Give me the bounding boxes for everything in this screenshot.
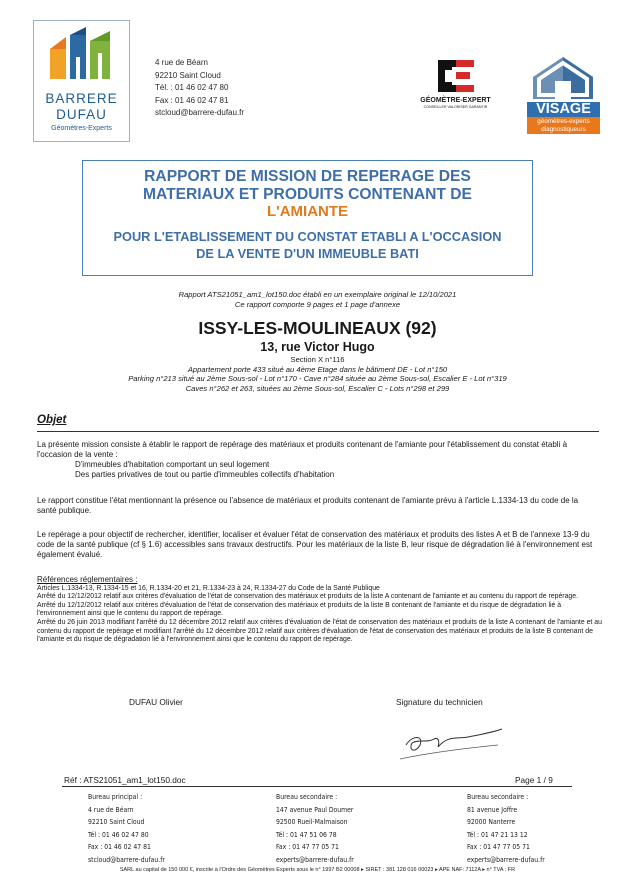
property-line2: Parking n°213 situé au 2ème Sous-sol - Lot n°170 - Cave n°284 située au 2ème Sous-sol, Escalier E - Lot n°319 [128,374,507,383]
office-line: stcloud@barrere-dufau.fr [88,855,165,864]
company-address [155,57,244,120]
office-rueil [276,791,354,867]
property-details [60,355,575,393]
address-line: 4 rue de Béarn [155,58,208,67]
objet-paragraph-3: Le repérage a pour objectif de rechercher, identifier, localiser et évaluer l'état de conservation des matériaux et produits des listes A et B de l'annexe 13-9 du code de la santé publique (cf § 1.6) accessibles sans travaux destructifs. Pour les matériaux de la liste B, leur risque de dégradation lié à l'environnement est également évalué. [37,530,593,559]
reference-line: Articles L.1334-13, R.1334-15 et 16, R.1334-20 et 21, R.1334-23 à 24, R.1334-27 du Code de la Santé Publique [37,584,380,592]
reference-line: Arrêté du 26 juin 2013 modifiant l'arrêté du 12 décembre 2012 relatif aux critères d'évaluation de l'état de conservation des matériaux et produits de la liste A contenant de l'amiante et au contenu du rapport de repérage et modifiant l'arrêté du 12 décembre 2012 relatif aux critères d'évaluation de l'état de conservation des matériaux et produits de la liste B contenant de l'amiante et du risque de dégradation lié à l'environnement ainsi que le contenu du rapport de repérage. [37,618,602,644]
legal-mention: SARL au capital de 150 000 €, inscrite à l'Ordre des Géomètres Experts sous le n° 1997 B2 00008 ▸ SIRET : 381 128 016 00023 ▸ APE NAF: 7112A ▸ n° TVA : FR [119,867,516,873]
title-line3: L'AMIANTE [266,203,349,220]
address-line: Fax : 01 46 02 47 81 [155,95,229,105]
office-line: experts@barrere-dufau.fr [276,855,354,864]
office-line: Fax : 01 46 02 47 81 [88,843,151,852]
visage-logo [527,55,600,134]
footer-page-number: Page 1 / 9 [515,775,553,785]
company-tagline: Géomètres-Experts [51,125,112,132]
office-line: 92210 Saint Cloud [88,818,145,827]
visage-label: VISAGE [527,102,600,117]
office-line: 92500 Rueil-Malmaison [276,818,348,827]
property-line1: Appartement porte 433 situé au 4ème Etage dans le bâtiment DE - Lot n°150 [187,364,448,374]
office-line: Tél : 01 47 51 06 78 [276,830,337,839]
title-line1: RAPPORT DE MISSION DE REPERAGE DES [144,168,471,185]
property-city: ISSY-LES-MOULINEAUX (92) [198,318,437,338]
title-line2: MATERIAUX ET PRODUITS CONTENANT DE [143,185,472,203]
office-line: Fax : 01 47 77 05 71 [467,843,530,852]
reference-line: Arrêté du 12/12/2012 relatif aux critères d'évaluation de l'état de conservation des matériaux et produits de la liste B contenant de l'amiante et du risque de dégradation lié à l'environnement ainsi que le contenu du rapport de repérage. [37,601,562,618]
office-title: Bureau secondaire : [276,793,338,801]
office-line: experts@barrere-dufau.fr [467,855,545,864]
office-title: Bureau principal : [88,793,143,801]
objet-p1: La présente mission consiste à établir le rapport de repérage des matériaux et produits contenant de l'amiante pour l'établissement du constat établi à l'occasion de la vente : [37,440,568,459]
geometre-expert-icon [436,58,476,94]
office-title: Bureau secondaire : [467,793,529,801]
geometre-expert-logo [408,58,503,109]
visage-sub: géomètres-experts diagnostiqueurs [527,117,600,134]
company-name-line2: DUFAU [56,107,107,122]
signature-label: Signature du technicien [396,697,483,707]
visage-house-icon [527,55,600,99]
office-line: Tél : 01 47 21 13 12 [467,830,528,839]
title-line5: DE LA VENTE D'UN IMMEUBLE BATI [196,246,419,261]
property-section: Section X n°116 [290,355,345,364]
report-line1: Rapport ATS21051_am1_lot150.doc établi en un exemplaire original le 12/10/2021 [178,290,457,299]
office-line: Fax : 01 47 77 05 71 [276,843,339,852]
footer-divider [62,786,572,787]
objet-p1-item: D'immeubles d'habitation comportant un seul logement [75,460,270,469]
report-line2: Ce rapport comporte 9 pages et 1 page d'annexe [234,299,401,309]
address-line: 92210 Saint Cloud [155,70,221,80]
company-logo-icon [44,27,118,81]
property-line3: Caves n°262 et 263, situées au 2ème Sous-sol, Escalier C - Lots n°298 et 299 [185,383,450,393]
ge-sub: CONSEILLER VALORISER GARANTIR [423,105,488,109]
reference-line: Arrêté du 12/12/2012 relatif aux critères d'évaluation de l'état de conservation des matériaux et produits de la liste A contenant de l'amiante et au contenu du rapport de repérage. [37,593,578,601]
address-line: Tél. : 01 46 02 47 80 [155,83,229,93]
title-frame [82,160,533,276]
company-name-line1: BARRERE [45,91,118,106]
objet-heading: Objet [37,414,67,426]
office-nanterre [467,791,545,867]
footer-reference: Réf : ATS21051_am1_lot150.doc [64,775,186,785]
property-street: 13, rue Victor Hugo [260,340,375,354]
office-line: Tél : 01 46 02 47 80 [88,830,149,839]
title-line4: POUR L'ETABLISSEMENT DU CONSTAT ETABLI A L'OCCASION [113,229,502,244]
objet-p1-item: Des parties privatives de tout ou partie d'immeubles collectifs d'habitation [75,470,335,479]
office-line: 4 rue de Béarn [88,805,134,814]
office-line: 81 avenue Joffre [467,805,518,814]
objet-paragraph-2: Le rapport constitue l'état mentionnant la présence ou l'absence de matériaux et produits contenant de l'amiante prévu à l'article L.1334-13 du code de la santé publique. [37,496,579,515]
objet-paragraph-1 [37,440,599,480]
signatory-name: DUFAU Olivier [129,697,183,707]
objet-divider [37,431,599,432]
office-line: 92000 Nanterre [467,818,516,827]
company-logo [33,20,130,142]
office-principal [88,791,165,867]
references-heading: Références réglementaires : [37,575,138,584]
signature-scribble [398,725,508,765]
regulatory-references [37,576,602,645]
report-info [0,290,635,309]
ge-label: GÉOMÈTRE-EXPERT [420,97,491,104]
address-line: stcloud@barrere-dufau.fr [155,108,245,118]
office-line: 147 avenue Paul Doumer [276,805,354,814]
